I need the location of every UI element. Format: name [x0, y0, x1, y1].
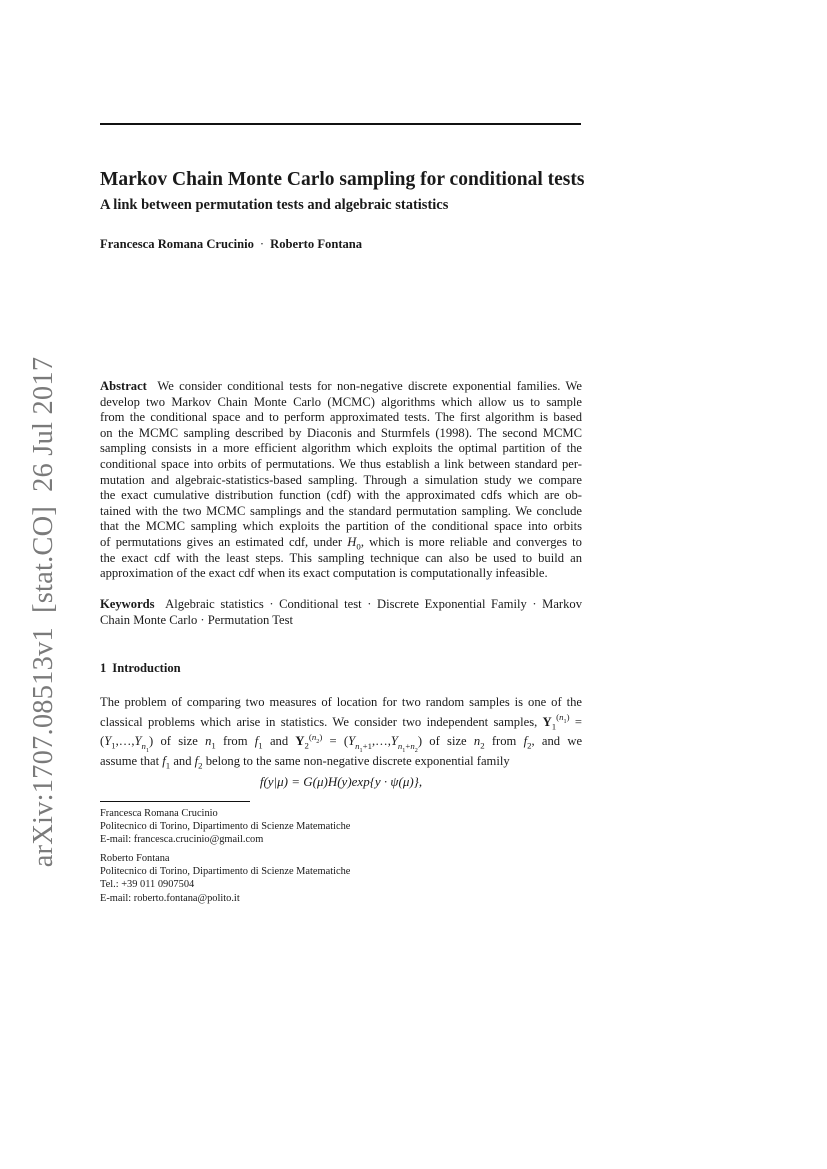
- arxiv-identifier-sidebar: [26, 162, 62, 1062]
- author-footnote: [100, 852, 350, 905]
- footnote-affiliation: Politecnico di Torino, Dipartimento di Scienze Matematiche: [100, 866, 351, 878]
- header-rule: [100, 123, 581, 125]
- footnote-affiliation: Politecnico di Torino, Dipartimento di Scienze Matematiche: [100, 821, 351, 833]
- section-heading: [100, 661, 181, 676]
- footnote-author-name: Francesca Romana Crucinio: [100, 808, 218, 819]
- abstract-line: from the conditional space and to perform approximated tests. The first algorithm is based: [100, 410, 582, 425]
- exponential-family-equation: f(y|μ) = G(μ)H(y)exp{y · ψ(μ)},: [259, 774, 423, 789]
- abstract-line: conditional space into orbits of permutations. We thus establish a link between standard per-: [100, 456, 582, 471]
- paper-title: Markov Chain Monte Carlo sampling for conditional tests: [100, 169, 585, 190]
- abstract-line: tained with the two MCMC samplings and the standard permutation sampling. We conclude: [100, 503, 582, 518]
- abstract-line: approximation of the exact cdf when its exact computation is computationally infeasible.: [100, 566, 548, 581]
- arxiv-date: 26 Jul 2017: [28, 356, 59, 492]
- abstract-line: of permutations gives an estimated cdf, under $H_0$, which is more reliable and converges to: [100, 534, 582, 552]
- footnote-author-name: Roberto Fontana: [100, 853, 170, 864]
- abstract-line: that the MCMC sampling which exploits the partition of the conditional space into orbits: [100, 519, 582, 534]
- keywords: [100, 597, 582, 628]
- keywords-line: Keywords Algebraic statistics · Conditional test · Discrete Exponential Family · Markov: [100, 597, 583, 611]
- abstract: [100, 379, 582, 582]
- section-number: 1: [100, 661, 107, 675]
- intro-line: assume that $f_1$ and $f_2$ belong to the same non-negative discrete exponential family: [100, 753, 510, 771]
- author-list: [100, 237, 362, 252]
- intro-paragraph: [100, 693, 582, 771]
- abstract-line: the exact cumulative distribution function (cdf) with the approximated cdfs which are ob-: [100, 488, 582, 503]
- abstract-line: the exact cdf with the least steps. This sampling technique can also be used to build an: [100, 550, 582, 565]
- author-separator: ·: [259, 237, 265, 251]
- author-footnote: [100, 807, 350, 847]
- footnote-email: E-mail: francesca.crucinio@gmail.com: [100, 834, 264, 846]
- arxiv-category: [stat.CO]: [28, 505, 59, 613]
- author-name: Roberto Fontana: [270, 237, 363, 251]
- footnote-rule: [100, 801, 250, 802]
- intro-line: The problem of comparing two measures of location for two random samples is one of the: [100, 695, 582, 709]
- intro-line: $(Y_1,\dots,Y_{n_1})$ of size $n_1$ from $f_1$ and $Y_2^{(n_2)}$ = $(Y_{n_1+1},\dots,Y_{n_1+n_2})$ of size $n_2$ from $f_2$, and we: [100, 732, 583, 754]
- footnote-email: E-mail: roberto.fontana@polito.it: [100, 892, 240, 904]
- abstract-line: develop two Markov Chain Monte Carlo (MCMC) algorithms which allow us to sample: [100, 394, 582, 409]
- abstract-label: Abstract: [100, 379, 147, 393]
- footnote-phone: Tel.: +39 011 0907504: [100, 879, 195, 891]
- keywords-label: Keywords: [100, 597, 155, 611]
- abstract-line: Abstract We consider conditional tests for non-negative discrete exponential families. We: [100, 379, 582, 393]
- abstract-line: mutation and algebraic-statistics-based sampling. Through a simulation study we compare: [100, 472, 582, 487]
- author-name: Francesca Romana Crucinio: [100, 237, 254, 251]
- section-title: Introduction: [112, 661, 181, 675]
- arxiv-id: arXiv:1707.08513v1: [28, 627, 59, 868]
- intro-line: classical problems which arise in statistics. We consider two independent samples, $Y_1^{(n_1)}$ =: [100, 712, 582, 732]
- abstract-line: on the MCMC sampling described by Diaconis and Sturmfels (1998). The second MCMC: [100, 425, 582, 440]
- paper-subtitle: A link between permutation tests and algebraic statistics: [100, 197, 449, 213]
- abstract-line: sampling consists in a more efficient algorithm which exploits the optimal partition of the: [100, 441, 582, 456]
- keywords-line: Chain Monte Carlo · Permutation Test: [100, 612, 294, 627]
